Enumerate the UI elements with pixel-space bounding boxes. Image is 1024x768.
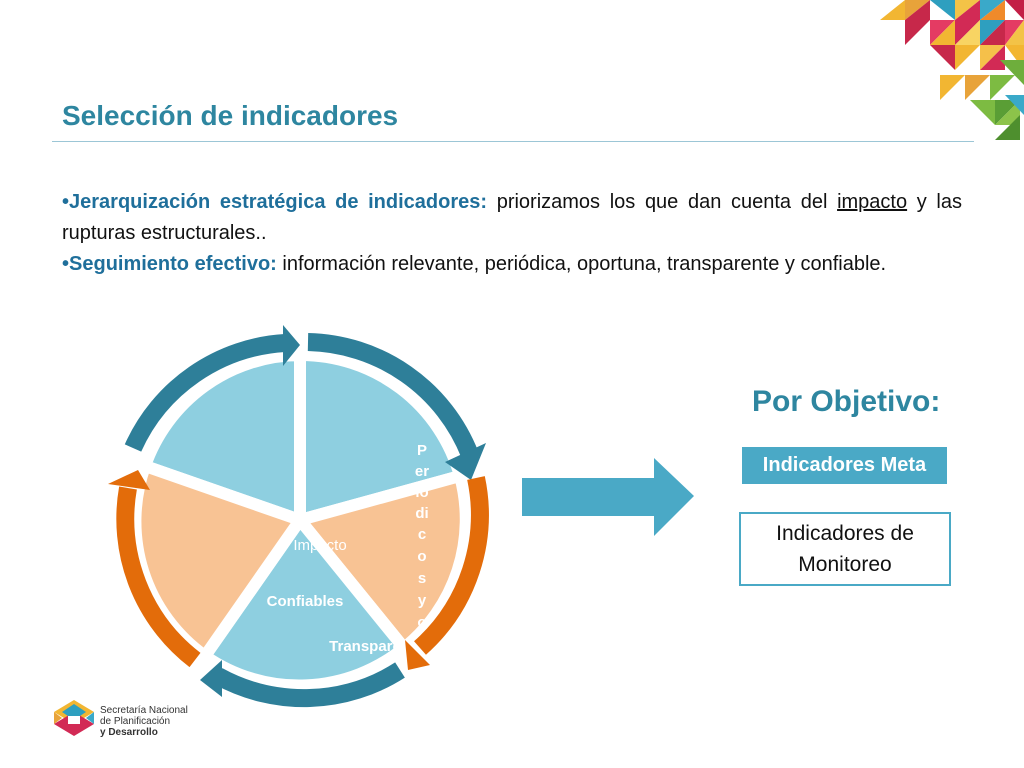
- monitoreo-line-2: Monitoreo: [798, 553, 892, 576]
- periodicos-char: o: [417, 548, 427, 565]
- bullet-marker: •: [62, 191, 70, 213]
- bullet-heading: Jerarquización estratégica de indicadores:: [69, 191, 488, 213]
- bullet-text-end: y las rupturas estructurales..: [62, 191, 962, 244]
- periodicos-char: s: [417, 570, 427, 587]
- periodicos-char: o: [417, 614, 427, 631]
- label-confiables: Confiables: [266, 593, 344, 610]
- indicadores-meta-box: Indicadores Meta: [742, 447, 947, 484]
- bullet-underlined-word: impacto: [837, 191, 908, 213]
- periodicos-char: y: [417, 592, 427, 609]
- logo-line-3: y Desarrollo: [100, 727, 158, 738]
- bullet-marker: •: [62, 253, 70, 275]
- logo-line-2: de Planificación: [100, 716, 171, 727]
- periodicos-char: P: [416, 442, 428, 459]
- label-transparentes: Transpare: [329, 638, 401, 655]
- bullet-text: priorizamos los que dan cuenta del: [487, 191, 838, 213]
- bullet-heading: Seguimiento efectivo:: [69, 253, 277, 275]
- periodicos-char: io: [415, 484, 429, 501]
- bullet-text: información relevante, periódica, oportuna, transparente y confiable.: [276, 253, 887, 275]
- label-impacto: Impacto: [293, 537, 347, 554]
- monitoreo-line-1: Indicadores de: [776, 522, 914, 545]
- objective-heading: Por Objetivo:: [752, 385, 941, 418]
- logo-mark: [54, 700, 94, 736]
- periodicos-char: di: [415, 505, 429, 522]
- periodicos-char: er: [414, 463, 430, 480]
- transition-arrow: [522, 458, 694, 536]
- logo-line-1: Secretaría Nacional: [100, 705, 188, 716]
- logo-text: [100, 705, 188, 738]
- indicadores-monitoreo-box: [739, 512, 951, 586]
- periodicos-char: c: [417, 526, 427, 543]
- page-title: Selección de indicadores: [62, 100, 399, 131]
